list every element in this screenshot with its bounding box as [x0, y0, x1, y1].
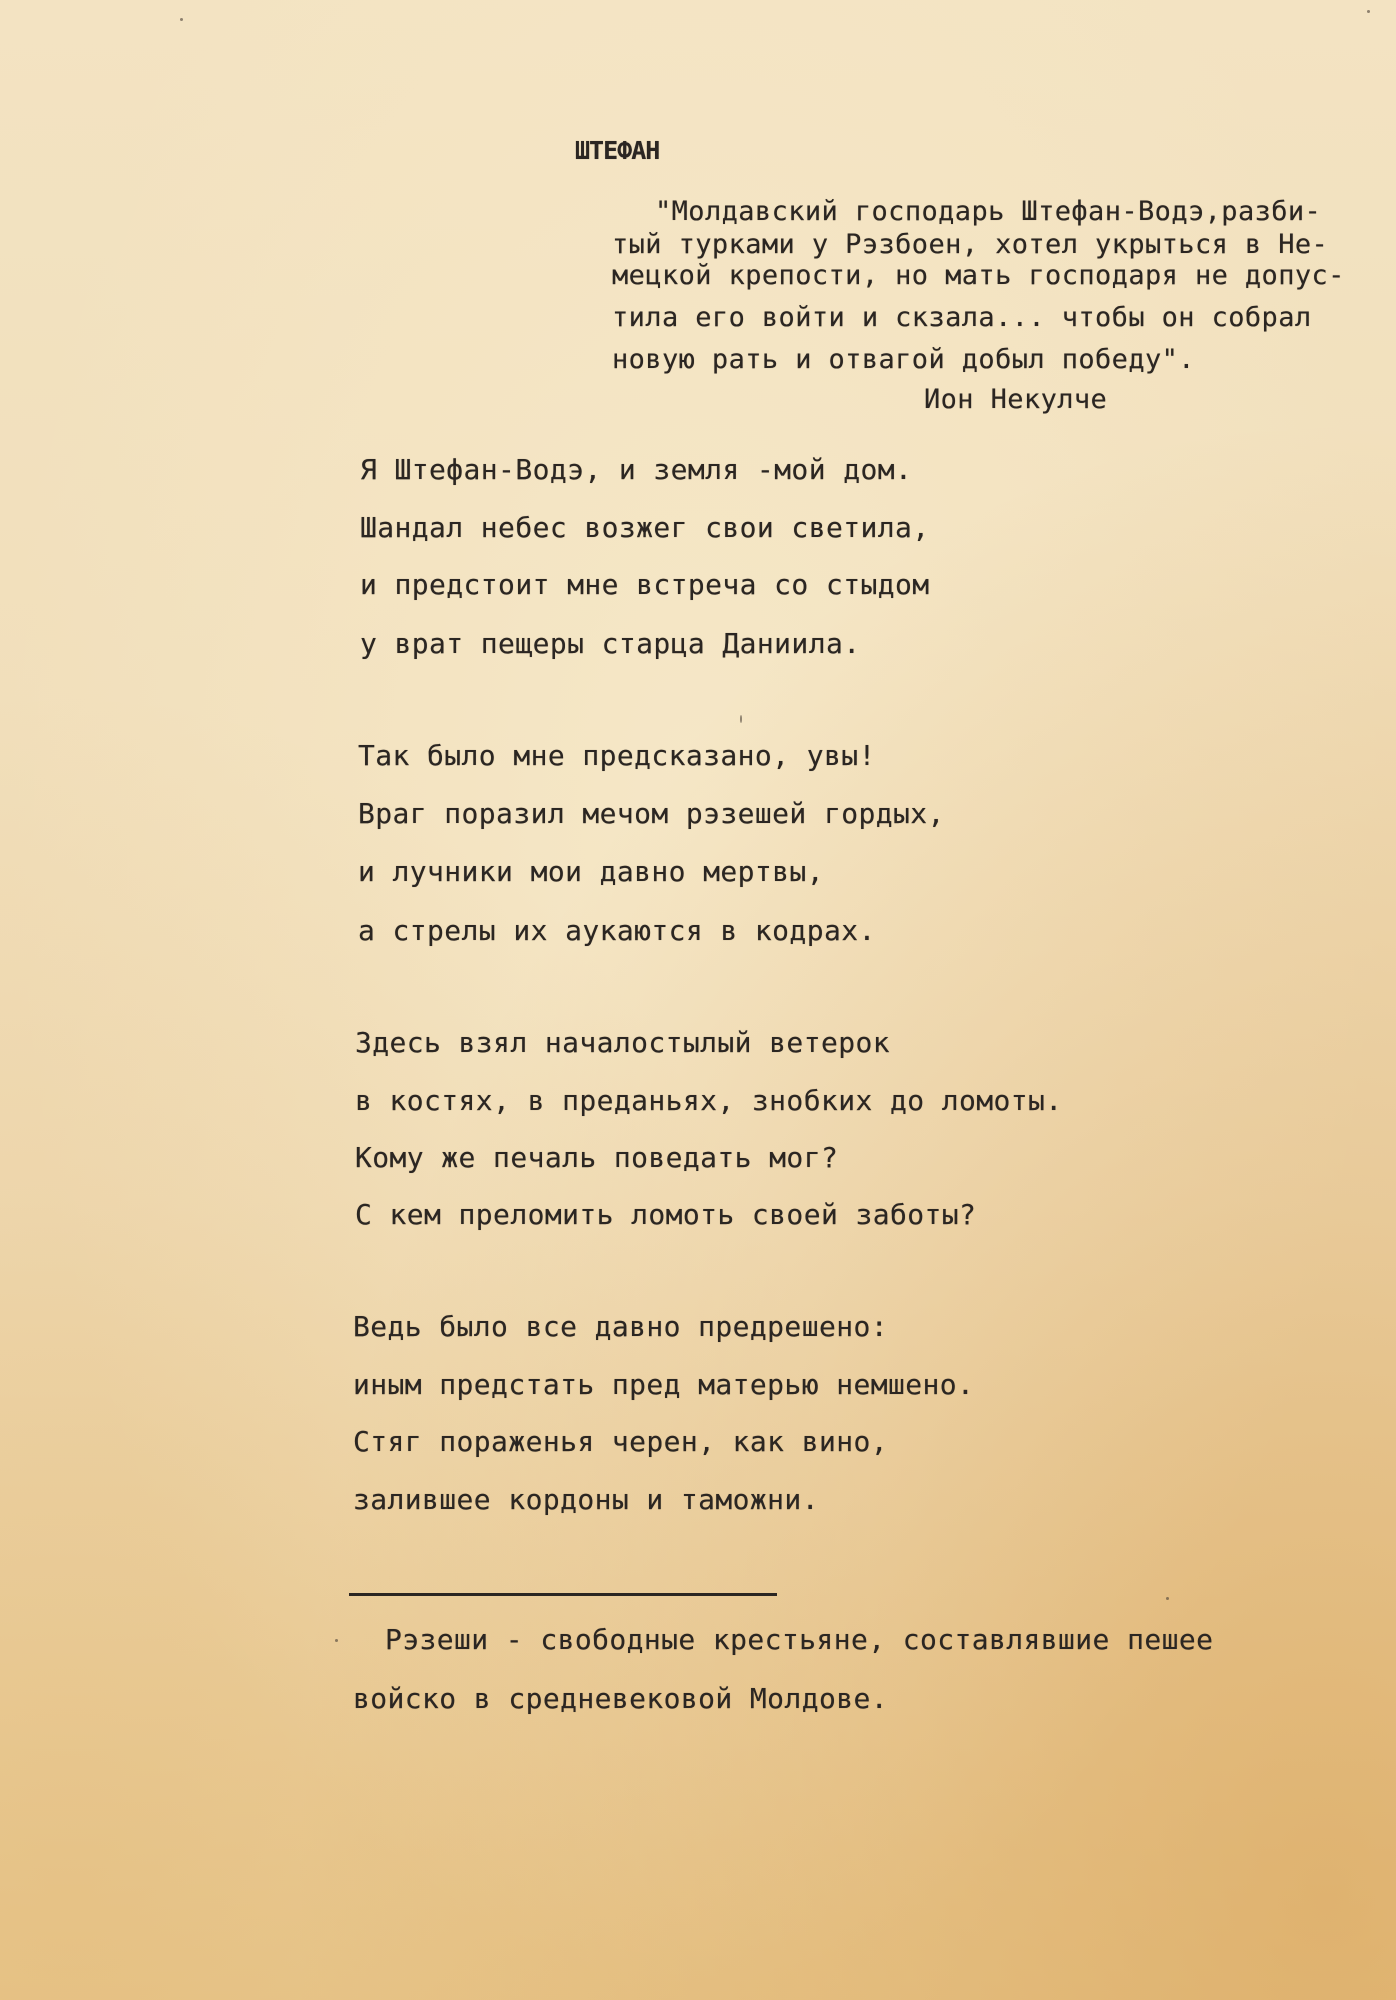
poem-title: ШТЕФАН [575, 136, 660, 165]
verse-line: Здесь взял началостылый ветерок [355, 1026, 890, 1059]
verse-line: у врат пещеры старца Даниила. [360, 627, 861, 660]
verse-line: и лучники мои давно мертвы, [358, 855, 824, 888]
paper-speck [1367, 10, 1370, 13]
verse-line: Стяг пораженья черен, как вино, [353, 1425, 888, 1458]
verse-line: Ведь было все давно предрешено: [353, 1310, 888, 1343]
verse-line: Так было мне предсказано, увы! [358, 739, 876, 772]
verse-line: залившее кордоны и таможни. [353, 1483, 819, 1516]
verse-line: иным предстать пред матерью немшено. [353, 1368, 975, 1401]
footnote-line: Рэзеши - свободные крестьяне, составлявшие пешее [385, 1623, 1214, 1656]
verse-line: Враг поразил мечом рэзешей гордых, [358, 797, 945, 830]
paper-speck [335, 1639, 338, 1642]
footnote-rule [349, 1593, 777, 1596]
verse-line: Кому же печаль поведать мог? [355, 1141, 839, 1174]
epigraph-line: тила его войти и скзала... чтобы он собрал [612, 302, 1312, 333]
epigraph-line: новую рать и отвагой добыл победу". [612, 344, 1195, 375]
epigraph-line: тый турками у Рэзбоен, хотел укрыться в Не- [612, 229, 1329, 260]
paper-speck [180, 18, 183, 21]
verse-line: и предстоит мне встреча со стыдом [360, 568, 930, 601]
verse-line: С кем преломить ломоть своей заботы? [355, 1198, 977, 1231]
verse-line: в костях, в преданьях, знобких до ломоты. [355, 1084, 1063, 1117]
verse-line: Шандал небес возжег свои светила, [360, 511, 930, 544]
verse-line: Я Штефан-Водэ, и земля -мой дом. [360, 453, 913, 486]
paper-speck [1166, 1597, 1169, 1600]
verse-line: а стрелы их аукаются в кодрах. [358, 914, 876, 947]
paper-speck [740, 715, 742, 723]
epigraph-line: мецкой крепости, но мать господаря не допус- [612, 260, 1345, 291]
epigraph-line: "Молдавский господарь Штефан-Водэ,разби- [655, 196, 1322, 227]
epigraph-attribution: Ион Некулче [924, 384, 1108, 415]
footnote-line: войско в средневековой Молдове. [353, 1682, 888, 1715]
